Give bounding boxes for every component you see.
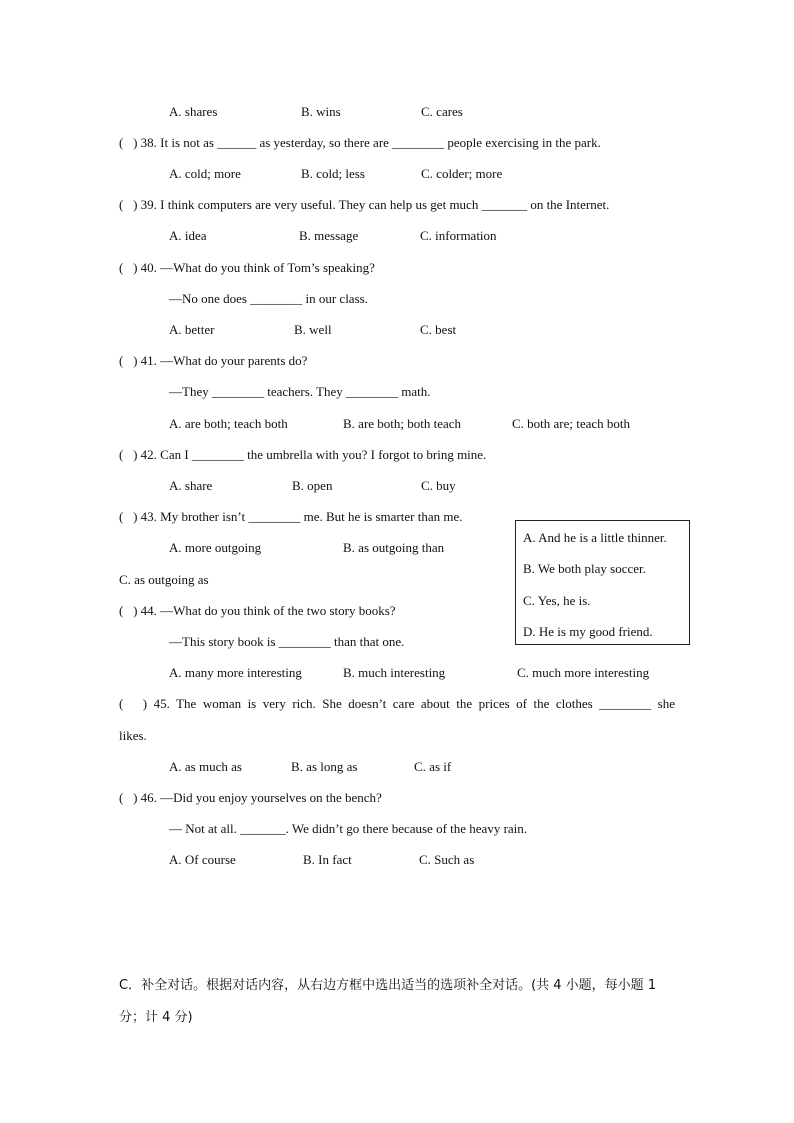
q41-stem: ( ) 41. —What do your parents do?: [119, 353, 308, 368]
q40-option-a: A. better: [169, 322, 215, 337]
q43-option-a: A. more outgoing: [169, 540, 262, 555]
q41-option-b: B. are both; both teach: [343, 416, 462, 431]
q46-option-c: C. Such as: [419, 852, 475, 867]
q40-option-c: C. best: [420, 322, 457, 337]
q46-line2: — Not at all. _______. We didn’t go there because of the heavy rain.: [169, 821, 528, 836]
section-c-instruction: C．补全对话。根据对话内容，从右边方框中选出适当的选项补全对话。(共 4 小题，每小题 1: [119, 978, 657, 993]
q45-stem: ( ) 45. The woman is very rich. She doesn’t care about the prices of the clothes ________ she: [119, 696, 675, 711]
q45-line2: likes.: [119, 728, 147, 743]
q46-option-a: A. Of course: [169, 852, 236, 867]
answer-options-box: [515, 520, 690, 645]
q37-option-b: B. wins: [301, 104, 341, 119]
q44-option-b: B. much interesting: [343, 665, 446, 680]
q39-stem: ( ) 39. I think computers are very useful. They can help us get much _______ on the Internet.: [119, 197, 610, 212]
q41-option-c: C. both are; teach both: [512, 416, 631, 431]
q40-line2: —No one does ________ in our class.: [169, 291, 368, 306]
q44-stem: ( ) 44. —What do you think of the two story books?: [119, 603, 396, 618]
q39-option-a: A. idea: [169, 228, 207, 243]
q44-option-a: A. many more interesting: [169, 665, 302, 680]
box-option-c: C. Yes, he is.: [523, 593, 591, 608]
q45-option-a: A. as much as: [169, 759, 242, 774]
q39-option-b: B. message: [299, 228, 359, 243]
q42-option-a: A. share: [169, 478, 213, 493]
q38-option-a: A. cold; more: [169, 166, 241, 181]
q41-option-a: A. are both; teach both: [169, 416, 288, 431]
q38-option-b: B. cold; less: [301, 166, 365, 181]
q46-stem: ( ) 46. —Did you enjoy yourselves on the bench?: [119, 790, 382, 805]
q37-option-a: A. shares: [169, 104, 218, 119]
q43-option-b: B. as outgoing than: [343, 540, 445, 555]
q44-line2: —This story book is ________ than that one.: [169, 634, 405, 649]
q42-option-c: C. buy: [421, 478, 456, 493]
q39-option-c: C. information: [420, 228, 497, 243]
q42-stem: ( ) 42. Can I ________ the umbrella with you? I forgot to bring mine.: [119, 447, 487, 462]
q45-option-b: B. as long as: [291, 759, 358, 774]
q40-stem: ( ) 40. —What do you think of Tom’s speaking?: [119, 260, 375, 275]
q45-option-c: C. as if: [414, 759, 452, 774]
q46-option-b: B. In fact: [303, 852, 352, 867]
q43-option-c: C. as outgoing as: [119, 572, 209, 587]
q38-stem: ( ) 38. It is not as ______ as yesterday, so there are ________ people exercising in the park.: [119, 135, 601, 150]
q38-option-c: C. colder; more: [421, 166, 503, 181]
q43-stem: ( ) 43. My brother isn’t ________ me. But he is smarter than me.: [119, 509, 463, 524]
q42-option-b: B. open: [292, 478, 333, 493]
box-option-d: D. He is my good friend.: [523, 624, 653, 639]
box-option-b: B. We both play soccer.: [523, 561, 646, 576]
section-c-instruction-cont: 分；计 4 分): [119, 1010, 193, 1025]
q37-option-c: C. cares: [421, 104, 463, 119]
q44-option-c: C. much more interesting: [517, 665, 650, 680]
box-option-a: A. And he is a little thinner.: [523, 530, 667, 545]
q41-line2: —They ________ teachers. They ________ math.: [169, 384, 431, 399]
q40-option-b: B. well: [294, 322, 332, 337]
